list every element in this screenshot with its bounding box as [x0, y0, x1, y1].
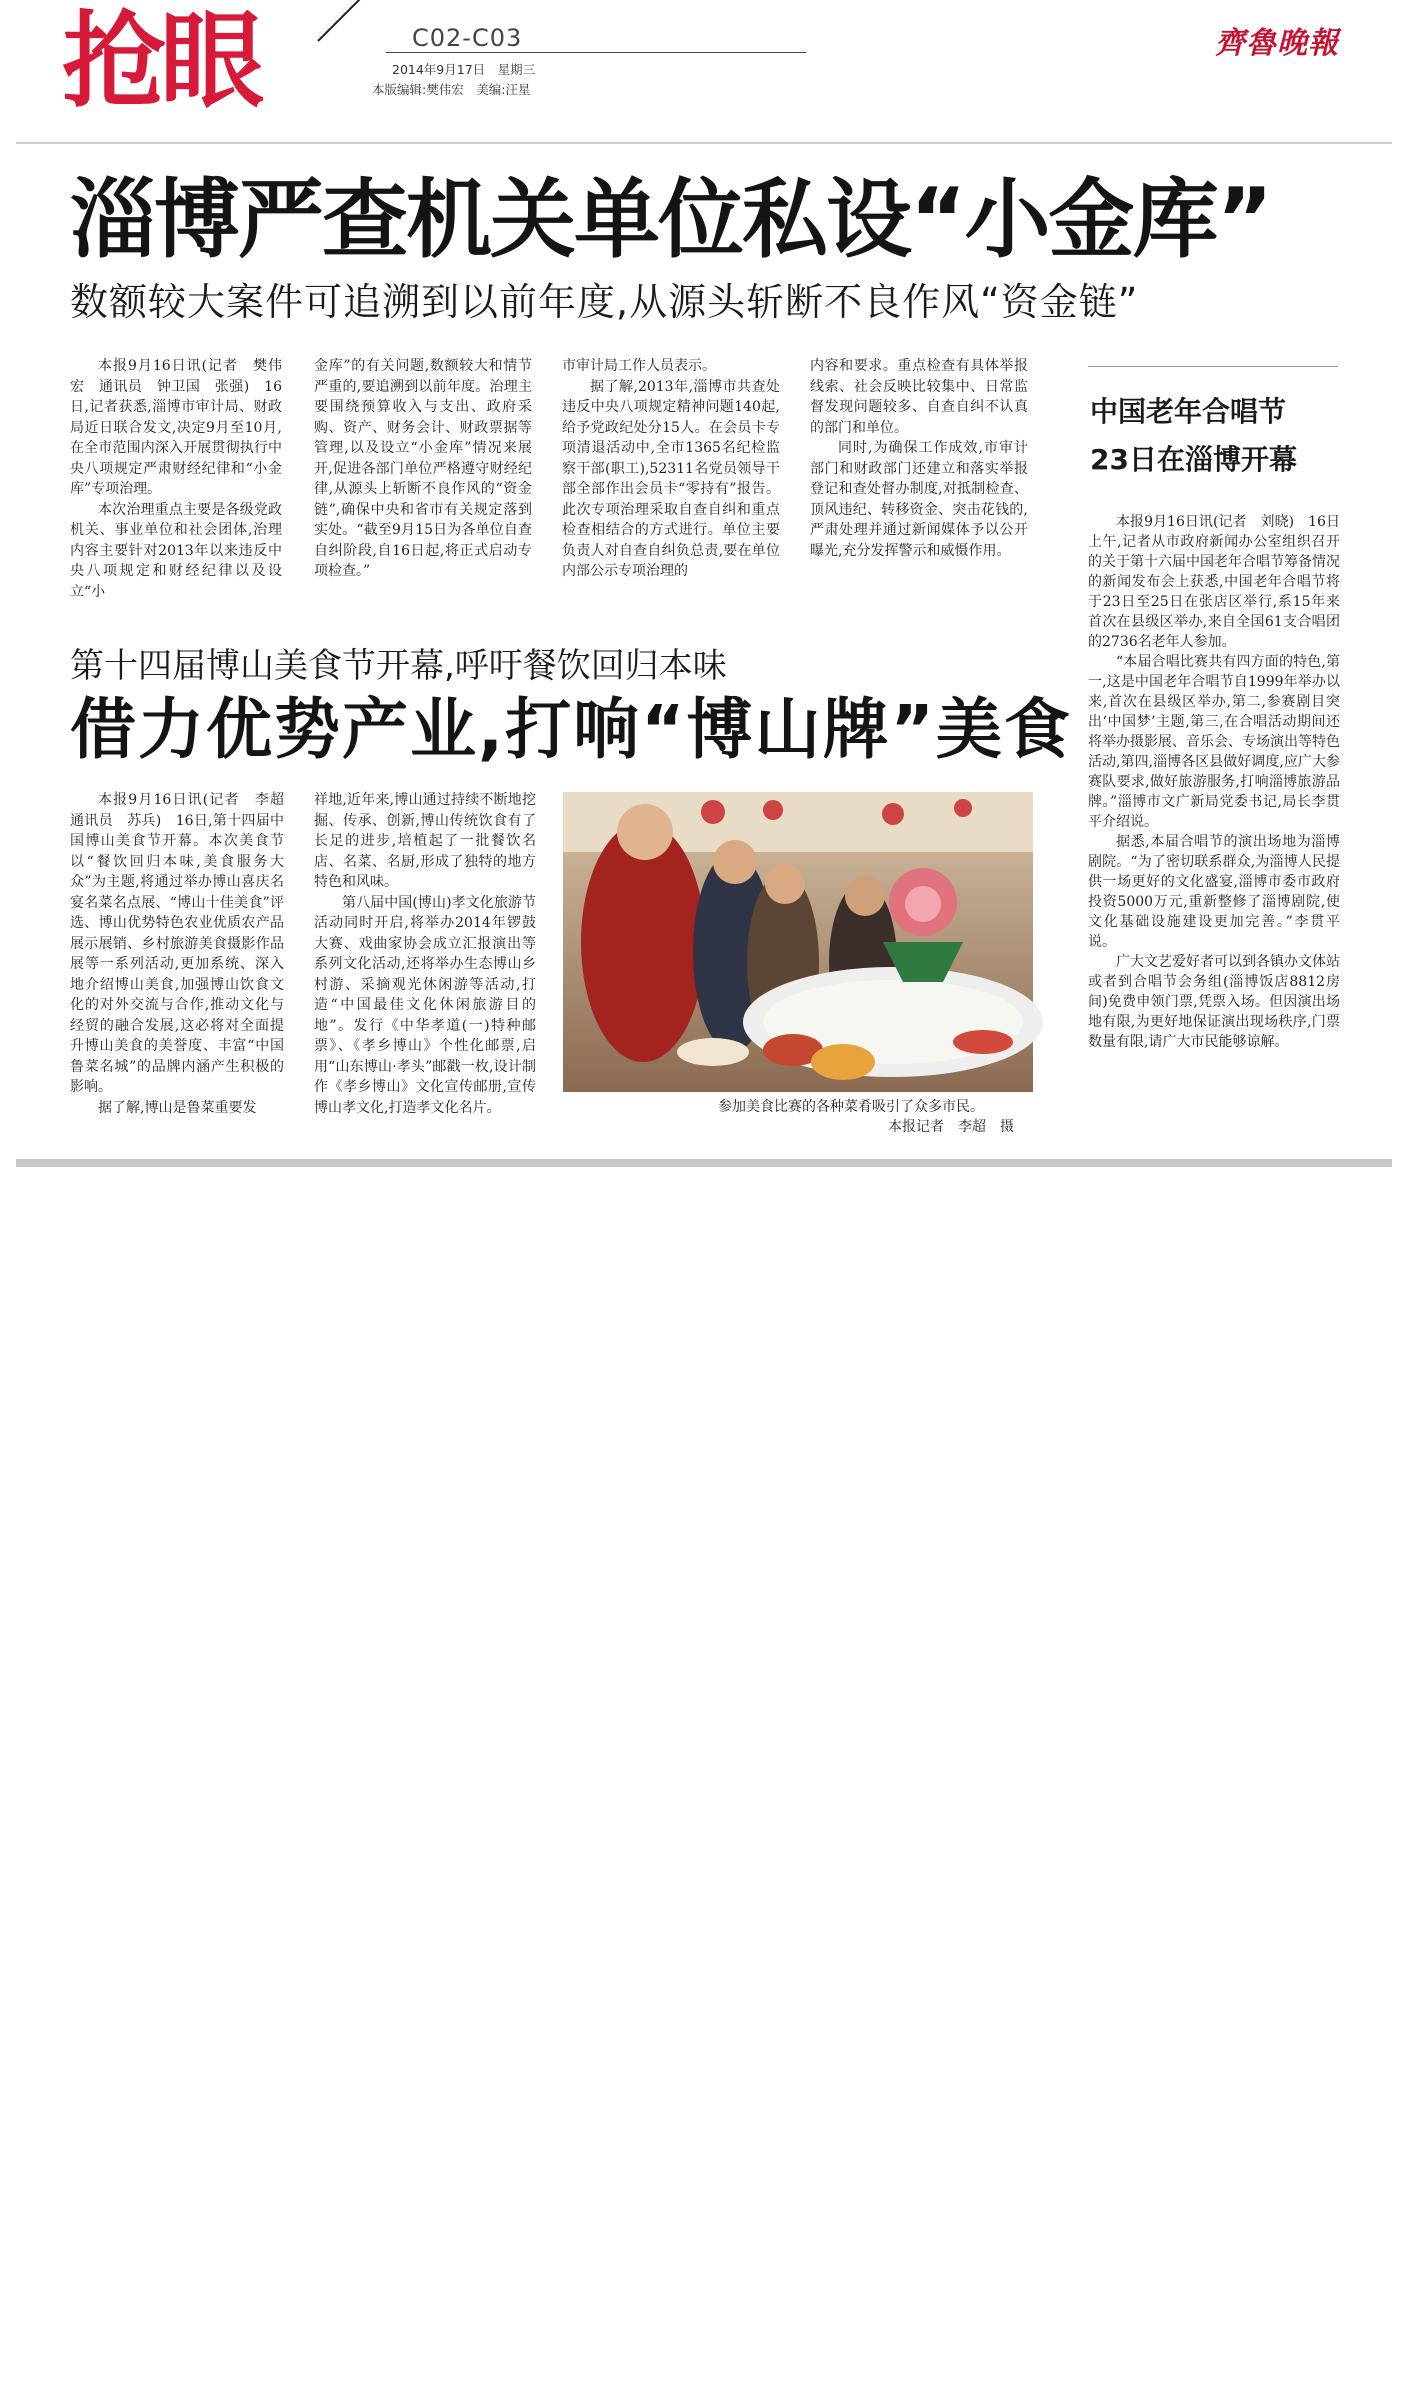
story1-paragraph: 内容和要求。重点检查有具体举报线索、社会反映比较集中、日常监督发现问题较多、自查自纠不认真的部门和单位。: [810, 358, 1028, 436]
story2-paragraph: 祥地,近年来,博山通过持续不断地挖掘、传承、创新,博山传统饮食有了长足的进步,培植起了一批餐饮名店、名菜、名厨,形成了独特的地方特色和风味。: [314, 792, 536, 890]
date-line: 2014年9月17日 星期三: [392, 62, 536, 77]
story1-column-3: [562, 356, 780, 626]
story1-headline: 淄博严查机关单位私设“小金库”: [70, 170, 1272, 270]
story1-paragraph: 本次治理重点主要是各级党政机关、事业单位和社会团体,治理内容主要针对2013年以来违反中央八项规定和财经纪律以及设立“小: [70, 501, 282, 600]
masthead-rule: [386, 52, 806, 53]
story1-subheadline: 数额较大案件可追溯到以前年度,从源头斩断不良作风“资金链”: [70, 280, 1139, 324]
story2-column-1: [70, 790, 298, 1142]
editor-line: 本版编辑:樊伟宏 美编:汪星: [372, 82, 531, 97]
story2-paragraph: 据了解,博山是鲁菜重要发: [98, 1099, 257, 1116]
story2-paragraph: 第八届中国(博山)孝文化旅游节活动同时开启,将举办2014年锣鼓大赛、戏曲家协会成立汇报演出等系列文化活动,还将举办生态博山乡村游、采摘观光休闲游等活动,打造“中国最佳文化休闲旅游目的地”。发行《中华孝道(一)特种邮票》、《孝乡博山》个性化邮票,启用“山东博山·孝头”邮戳一枚,设计制作《孝乡博山》文化宣传邮册,宣传博山孝文化,打造孝文化名片。: [314, 894, 536, 1116]
page-bottom-divider: [16, 1159, 1392, 1167]
photo-caption: 参加美食比赛的各种菜肴吸引了众多市民。: [718, 1099, 984, 1115]
sidebar-paragraph: “本届合唱比赛共有四方面的特色,第一,这是中国老年合唱节自1999年举办以来,首次在县级区举办,第二,参赛剧目突出‘中国梦’主题,第三,在合唱活动期间还将举办摄影展、音乐会、专场演出等特色活动,第四,淄博各区县做好调度,应广大参赛队要求,做好旅游服务,打响淄博旅游品牌。”淄博市文广新局党委书记,局长李贯平介绍说。: [1088, 654, 1340, 830]
section-title: 抢眼: [62, 0, 259, 122]
story2-subheadline: 第十四届博山美食节开幕,呼吁餐饮回归本味: [70, 646, 727, 686]
story1-column-4: [810, 356, 1028, 626]
story1-paragraph: 金库”的有关问题,数额较大和情节严重的,要追溯到以前年度。治理主要围绕预算收入与支出、政府采购、资产、财务会计、财政票据等管理,以及设立“小金库”情况来展开,促进各部门单位严格遵守财经纪律,从源头上斩断不良作风的“资金链”,确保中央和省市有关规定落到实处。“截至9月15日为各单位自查自纠阶段,自16日起,将正式启动专项检查。”: [314, 358, 532, 579]
header-divider: [16, 142, 1392, 144]
story2-headline: 借力优势产业,打响“博山牌”美食: [70, 691, 1072, 768]
food-festival-photo-illustration: [563, 792, 1033, 1092]
photo-credit: 本报记者 李超 摄: [888, 1119, 1014, 1135]
sidebar-paragraph: 广大文艺爱好者可以到各镇办文体站或者到合唱节会务组(淄博饭店8812房间)免费申领门票,凭票入场。但因演出场地有限,为更好地保证演出现场秩序,门票数量有限,请广大市民能够谅解。: [1088, 954, 1340, 1050]
story2-column-2: [314, 790, 536, 1142]
paper-logo: 齊魯晚報: [1215, 26, 1339, 61]
sidebar-title-line1: 中国老年合唱节: [1090, 395, 1287, 428]
sidebar-title-line2: 23日在淄博开幕: [1090, 443, 1297, 476]
story1-column-2: [314, 356, 532, 626]
story2-paragraph: 本报9月16日讯(记者 李超 通讯员 苏兵) 16日,第十四届中国博山美食节开幕。本次美食节以“餐饮回归本味,美食服务大众”为主题,将通过举办博山喜庆名宴名菜名点展、“博山十佳美食”评选、博山优势特色农业优质农产品展示展销、乡村旅游美食摄影作品展等一系列活动,更加系统、深入地介绍博山美食,加强博山饮食文化的对外交流与合作,推动文化与经贸的融合发展,这必将对全面提升博山美食的美誉度、丰富“中国鲁菜名城”的品牌内涵产生积极的影响。: [70, 792, 298, 1095]
story1-paragraph: 据了解,2013年,淄博市共查处违反中央八项规定精神问题140起,给予党政纪处分15人。在会员卡专项清退活动中,全市1365名纪检监察干部(职工),52311名党员领导干部全部作出会员卡“零持有”报告。此次专项治理采取自查自纠和重点检查相结合的方式进行。单位主要负责人对自查自纠负总责,要在单位内部公示专项治理的: [562, 378, 780, 579]
story1-paragraph: 本报9月16日讯(记者 樊伟宏 通讯员 钟卫国 张强) 16日,记者获悉,淄博市审计局、财政局近日联合发文,决定9月至10月,在全市范围内深入开展贯彻执行中央八项规定严肃财经纪律和“小金库”专项治理。: [70, 358, 282, 497]
story1-column-1: [70, 356, 282, 626]
sidebar-paragraph: 据悉,本届合唱节的演出场地为淄博剧院。“为了密切联系群众,为淄博人民提供一场更好的文化盛宴,淄博市委市政府投资5000万元,重新整修了淄博剧院,使文化基础设施建设更加完善。”李贯平说。: [1088, 834, 1340, 950]
story1-paragraph: 同时,为确保工作成效,市审计部门和财政部门还建立和落实举报登记和查处督办制度,对抵制检查、顶风违纪、转移资金、突击花钱的,严肃处理并通过新闻媒体予以公开曝光,充分发挥警示和威慑作用。: [810, 440, 1028, 559]
sidebar-rule: [1088, 366, 1338, 367]
story1-paragraph: 市审计局工作人员表示。: [562, 358, 716, 374]
food-festival-photo: [563, 792, 1033, 1092]
sidebar-body: [1088, 512, 1340, 1152]
sidebar-paragraph: 本报9月16日讯(记者 刘晓) 16日上午,记者从市政府新闻办公室组织召开的关于第十六届中国老年合唱节筹备情况的新闻发布会上获悉,中国老年合唱节将于23日至25日在张店区举行,系15年来首次在县级区举办,来自全国61支合唱团的2736名老年人参加。: [1088, 514, 1340, 650]
page-code: C02-C03: [412, 24, 523, 52]
